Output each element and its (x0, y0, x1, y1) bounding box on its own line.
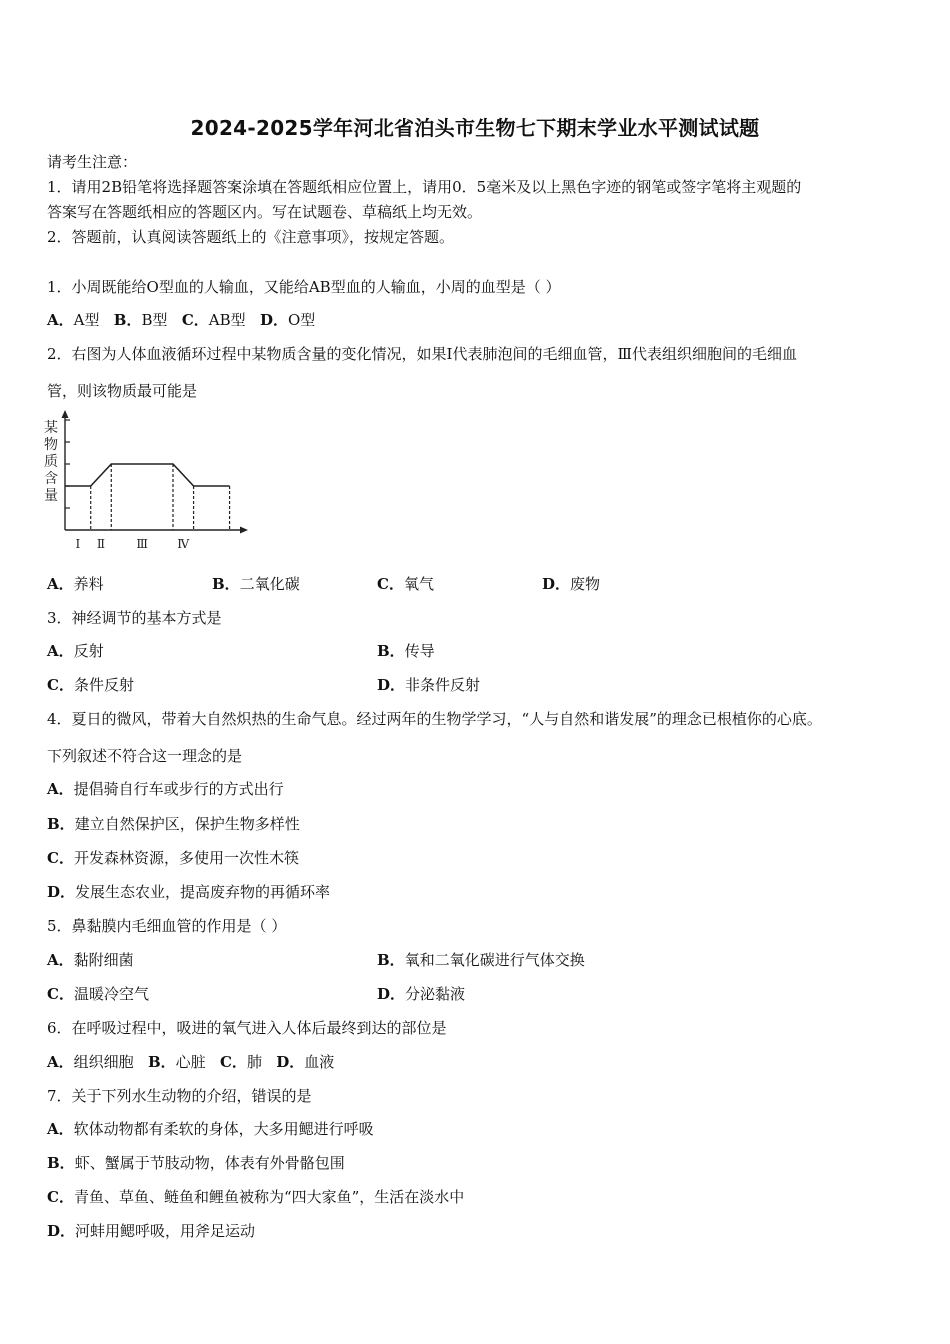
ylabel-char: 某 (44, 420, 58, 436)
option-letter: B． (212, 575, 240, 593)
q2-option-a-row (47, 574, 104, 594)
q3-option-b: 传导 (404, 642, 435, 660)
q7-option-c: 青鱼、草鱼、鲢鱼和鲤鱼被称为“四大家鱼”，生活在淡水中 (73, 1188, 465, 1206)
q5-option-b-row (377, 950, 585, 970)
option-letter: B． (147, 1053, 176, 1071)
option-letter: C． (47, 676, 74, 694)
option-letter: C． (47, 1188, 74, 1206)
q4-option-a-row (47, 779, 284, 799)
q5-option-c: 温暖冷空气 (73, 985, 149, 1003)
q6-option-d: 血液 (304, 1053, 335, 1071)
q3-option-d-row (377, 675, 480, 695)
notice-heading: 请考生注意： (47, 153, 138, 171)
option-letter: B． (113, 311, 142, 329)
ylabel-char: 量 (44, 488, 58, 504)
q1-stem: 1．小周既能给O型血的人输血，又能给AB型血的人输血，小周的血型是（ ） (47, 278, 561, 296)
q1-option-d: O型 (287, 311, 316, 329)
q2-option-d-row (542, 574, 600, 594)
x-category-label: Ⅰ (75, 537, 81, 551)
notice-line-1b: 答案写在答题纸相应的答题区内。写在试题卷、草稿纸上均无效。 (47, 203, 483, 221)
option-letter: B． (47, 815, 75, 833)
q7-option-d: 河蚌用鳃呼吸，用斧足运动 (75, 1222, 256, 1240)
option-letter: D． (276, 1053, 305, 1071)
q4-option-b-row (47, 814, 300, 834)
option-letter: C． (181, 311, 209, 329)
x-axis-arrow (240, 527, 248, 534)
q3-option-b-row (377, 641, 435, 661)
notice-line-1a: 1．请用2B铅笔将选择题答案涂填在答题纸相应位置上，请用0．5毫米及以上黑色字迹的钢笔或签字笔将主观题的 (47, 178, 802, 196)
q6-stem: 6．在呼吸过程中，吸进的氧气进入人体后最终到达的部位是 (47, 1019, 447, 1037)
option-letter: A． (47, 1120, 74, 1138)
q2-option-d: 废物 (570, 575, 601, 593)
q1-options (47, 310, 315, 330)
q7-stem: 7．关于下列水生动物的介绍，错误的是 (47, 1087, 312, 1105)
option-letter: B． (47, 1154, 75, 1172)
q2-stem-1: 2．右图为人体血液循环过程中某物质含量的变化情况，如果Ⅰ代表肺泡间的毛细血管，Ⅲ代表组织细胞间的毛细血 (47, 345, 797, 363)
q2-option-c: 氧气 (403, 575, 434, 593)
q2-option-c-row (377, 574, 434, 594)
q3-option-d: 非条件反射 (405, 676, 481, 694)
option-letter: A． (47, 951, 74, 969)
option-letter: A． (47, 575, 74, 593)
option-letter: C． (47, 849, 74, 867)
chart-series-line (65, 464, 230, 486)
q3-option-c-row (47, 675, 134, 695)
option-letter: D． (259, 311, 288, 329)
q1-option-b: B型 (141, 311, 168, 329)
option-letter: C． (219, 1053, 247, 1071)
substance-content-chart (40, 408, 255, 558)
q1-option-a: A型 (73, 311, 100, 329)
option-letter: D． (377, 676, 406, 694)
option-letter: D． (47, 1222, 76, 1240)
q4-option-c-row (47, 848, 299, 868)
q4-option-a: 提倡骑自行车或步行的方式出行 (73, 780, 284, 798)
q3-option-a: 反射 (73, 642, 104, 660)
ylabel-char: 含 (44, 471, 58, 487)
option-letter: B． (377, 951, 405, 969)
x-category-label: Ⅱ (96, 537, 106, 551)
q7-option-b-row (47, 1153, 345, 1173)
q5-option-c-row (47, 984, 149, 1004)
q6-option-c: 肺 (246, 1053, 262, 1071)
q6-option-a: 组织细胞 (73, 1053, 134, 1071)
q5-option-a: 黏附细菌 (73, 951, 134, 969)
q4-stem-1: 4．夏日的微风，带着大自然炽热的生命气息。经过两年的生物学学习，“人与自然和谐发展”的理念已根植你的心底。 (47, 710, 822, 728)
option-letter: D． (377, 985, 406, 1003)
q4-option-c: 开发森林资源，多使用一次性木筷 (73, 849, 299, 867)
option-letter: D． (542, 575, 571, 593)
option-letter: C． (47, 985, 74, 1003)
q2-option-a: 养料 (73, 575, 104, 593)
q2-option-b: 二氧化碳 (239, 575, 300, 593)
notice-line-2: 2．答题前，认真阅读答题纸上的《注意事项》，按规定答题。 (47, 228, 455, 246)
option-letter: A． (47, 780, 74, 798)
q5-option-d: 分泌黏液 (405, 985, 466, 1003)
q3-stem: 3．神经调节的基本方式是 (47, 609, 222, 627)
x-category-label: Ⅲ (136, 537, 148, 551)
x-category-label: Ⅳ (177, 537, 190, 551)
q6-option-b: 心脏 (175, 1053, 206, 1071)
q6-options (47, 1052, 334, 1072)
option-letter: B． (377, 642, 405, 660)
q1-option-c: AB型 (208, 311, 246, 329)
chart-ylabel (44, 419, 58, 504)
option-letter: C． (377, 575, 404, 593)
q7-option-a: 软体动物都有柔软的身体，大多用鳃进行呼吸 (73, 1120, 374, 1138)
q5-option-b: 氧和二氧化碳进行气体交换 (404, 951, 585, 969)
q7-option-c-row (47, 1187, 464, 1207)
q7-option-b: 虾、蟹属于节肢动物，体表有外骨骼包围 (74, 1154, 345, 1172)
option-letter: A． (47, 1053, 74, 1071)
q7-option-d-row (47, 1221, 255, 1241)
y-axis-arrow (62, 410, 69, 418)
option-letter: A． (47, 311, 74, 329)
option-letter: A． (47, 642, 74, 660)
q5-stem: 5．鼻黏膜内毛细血管的作用是（ ） (47, 917, 287, 935)
option-letter: D． (47, 883, 76, 901)
q3-option-c: 条件反射 (73, 676, 134, 694)
q2-option-b-row (212, 574, 300, 594)
q3-option-a-row (47, 641, 104, 661)
q7-option-a-row (47, 1119, 374, 1139)
q2-stem-2: 管，则该物质最可能是 (47, 382, 198, 400)
ylabel-char: 质 (44, 454, 58, 470)
q4-option-b: 建立自然保护区，保护生物多样性 (74, 815, 300, 833)
q4-option-d-row (47, 882, 330, 902)
q5-option-a-row (47, 950, 134, 970)
page-title: 2024-2025学年河北省泊头市生物七下期末学业水平测试试题 (190, 116, 760, 140)
ylabel-char: 物 (44, 437, 58, 453)
q5-option-d-row (377, 984, 465, 1004)
q4-stem-2: 下列叙述不符合这一理念的是 (47, 747, 243, 765)
q4-option-d: 发展生态农业，提高废弃物的再循环率 (75, 883, 331, 901)
